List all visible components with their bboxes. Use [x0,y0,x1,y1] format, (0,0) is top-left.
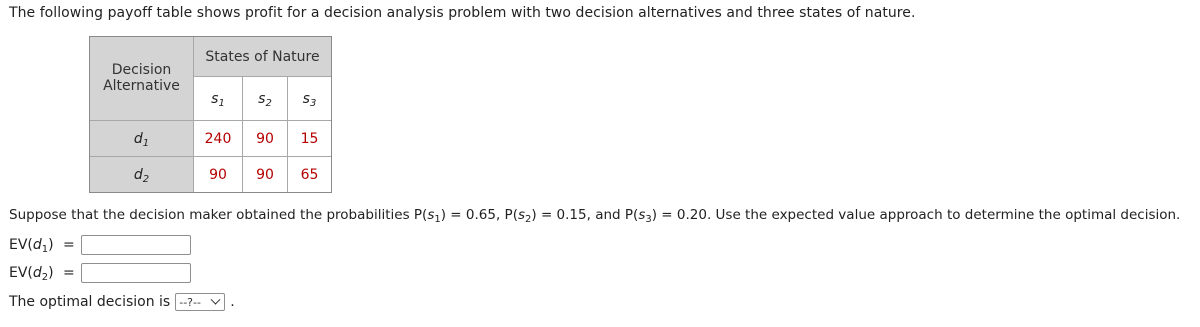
optimal-decision-label: The optimal decision is [9,294,171,310]
ev-d2-input[interactable] [81,263,191,283]
payoff-d1-s1: 240 [194,121,243,157]
ev-d1-label: $EV(d_1)$ [9,237,54,255]
payoff-d1-s3: 15 [288,121,331,157]
decision-alternative-header [90,37,194,121]
payoff-d2-s2: 90 [243,157,288,192]
chevron-down-icon [211,294,221,304]
ev-d2-label: $EV(d_2)$ [9,265,54,283]
payoff-table [89,36,332,193]
payoff-d2-s3: 65 [288,157,331,192]
ev-d1-input[interactable] [81,235,191,255]
sentence-period: . [230,294,235,310]
state-s3-header: $s_3$ [288,77,331,121]
intro-text: The following payoff table shows profit for a decision analysis problem with two decision alternatives and three states of nature. [9,5,916,21]
decision-d1-label: $d_1$ [90,121,194,157]
decision-d2-label: $d_2$ [90,157,194,192]
corner-line1: Decision [111,61,172,78]
state-s1-header: $s_1$ [194,77,243,121]
ev-d2-equals: = [63,265,75,281]
optimal-decision-selected: --?-- [179,295,201,309]
ev-d1-equals: = [63,237,75,253]
ev-d2-row [9,262,191,284]
states-of-nature-header: States of Nature [194,37,331,77]
payoff-d2-s1: 90 [194,157,243,192]
corner-line2: Alternative [103,77,180,94]
optimal-decision-select[interactable] [175,293,225,311]
probability-question: Suppose that the decision maker obtained the probabilities $P(s_1) = 0.65$, $P(s_2) = 0.15$, and $P(s_3) = 0.20$. Use the expected value approach to determine the optimal decision. [9,207,1181,225]
payoff-d1-s2: 90 [243,121,288,157]
ev-d1-row [9,234,191,256]
optimal-decision-row [9,291,235,313]
state-s2-header: $s_2$ [243,77,288,121]
